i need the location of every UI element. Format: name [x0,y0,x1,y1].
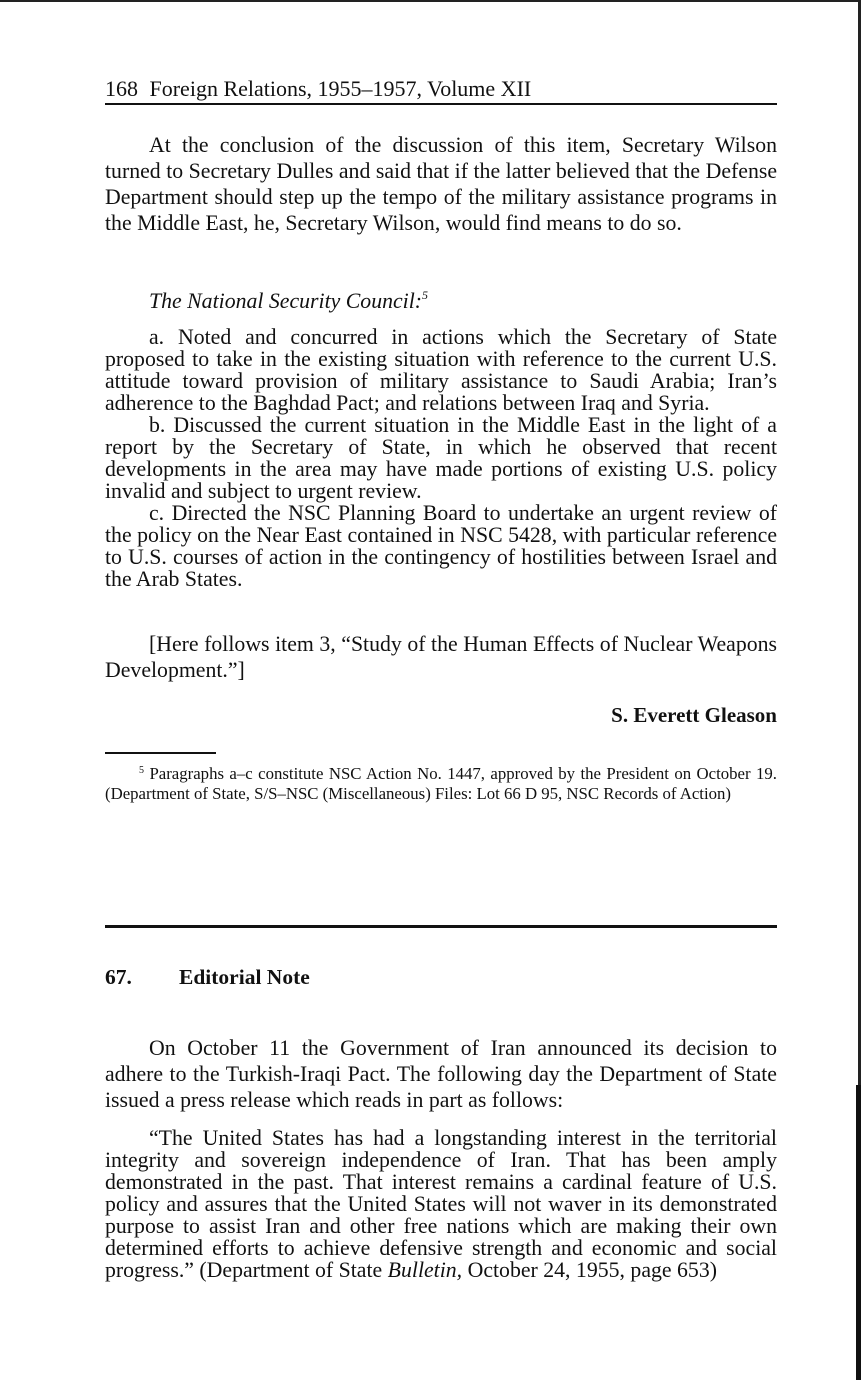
bracket-note [105,631,777,683]
header-rule [105,103,777,105]
signature: S. Everett Gleason [611,703,777,727]
action-item: a. Noted and concurred in actions which the Secretary of State proposed to take in the existing situation with reference to the current U.S. attitude toward provision of military assistance to Saudi Arabia; Iran’s adherence to the Baghdad Pact; and relations between Iraq and Syria. [105,325,777,415]
quote-text: “The United States has had a longstanding interest in the territorial integrity and sovereign independence of Iran. That has been amply demonstrated in the past. That interest remains a cardinal feature of U.S. policy and assures that the United States will not waver in its demonstrated purpose to assist Iran and other free nations which are making their own determined efforts to achieve defensive strength and economic and social progress.” (Department of State [105,1126,777,1282]
paragraph-text: At the conclusion of the discussion of this item, Secretary Wilson turned to Secretary Dulles and said that if the latter believed that the Defense Department should step up the tempo of the military assistance programs in the Middle East, he, Secretary Wilson, would find means to do so. [105,133,777,235]
publication-title: Bulletin, [387,1258,463,1282]
action-item: c. Directed the NSC Planning Board to undertake an urgent review of the policy on the Near East contained in NSC 5428, with particular reference to U.S. courses of action in the contingency of hostilities between Israel and the Arab States. [105,501,777,591]
page-top-edge [0,0,861,2]
section-divider [105,925,777,928]
quote-citation: October 24, 1955, page 653) [462,1258,717,1282]
running-title: Foreign Relations, 1955–1957, Volume XII [149,76,532,101]
footnote [105,761,777,803]
section-title: Editorial Note [179,965,310,989]
footnote-rule [105,752,216,754]
nsc-heading [105,282,777,314]
editorial-text: On October 11 the Government of Iran announced its decision to adhere to the Turkish-Iraqi Pact. The following day the Department of State issued a press release which reads in part as follows: [105,1036,777,1112]
nsc-heading-text: The National Security Council: [149,289,423,313]
section-number: 67. [105,965,132,989]
section-heading [105,963,310,991]
running-header [105,74,777,104]
action-item: b. Discussed the current situation in the Middle East in the light of a report by the Secretary of State, in which he observed that recent developments in the area may have made portions of existing U.S. policy invalid and subject to urgent review. [105,413,777,503]
page-number: 168 [105,76,138,101]
page-right-edge-shadow [856,1085,861,1380]
footnote-number: 5 [139,765,144,776]
footnote-reference: 5 [422,288,429,302]
editorial-paragraph [105,1035,777,1113]
nsc-actions [105,326,777,590]
footnote-text: Paragraphs a–c constitute NSC Action No. 1447, approved by the President on October 19. (Department of State, S/S–NSC (Miscellaneous) Files: Lot 66 D 95, NSC Records of Action) [105,764,777,803]
opening-paragraph [105,132,777,236]
bracket-note-text: [Here follows item 3, “Study of the Human Effects of Nuclear Weapons Development.”] [105,632,777,682]
press-release-quote [105,1127,777,1281]
